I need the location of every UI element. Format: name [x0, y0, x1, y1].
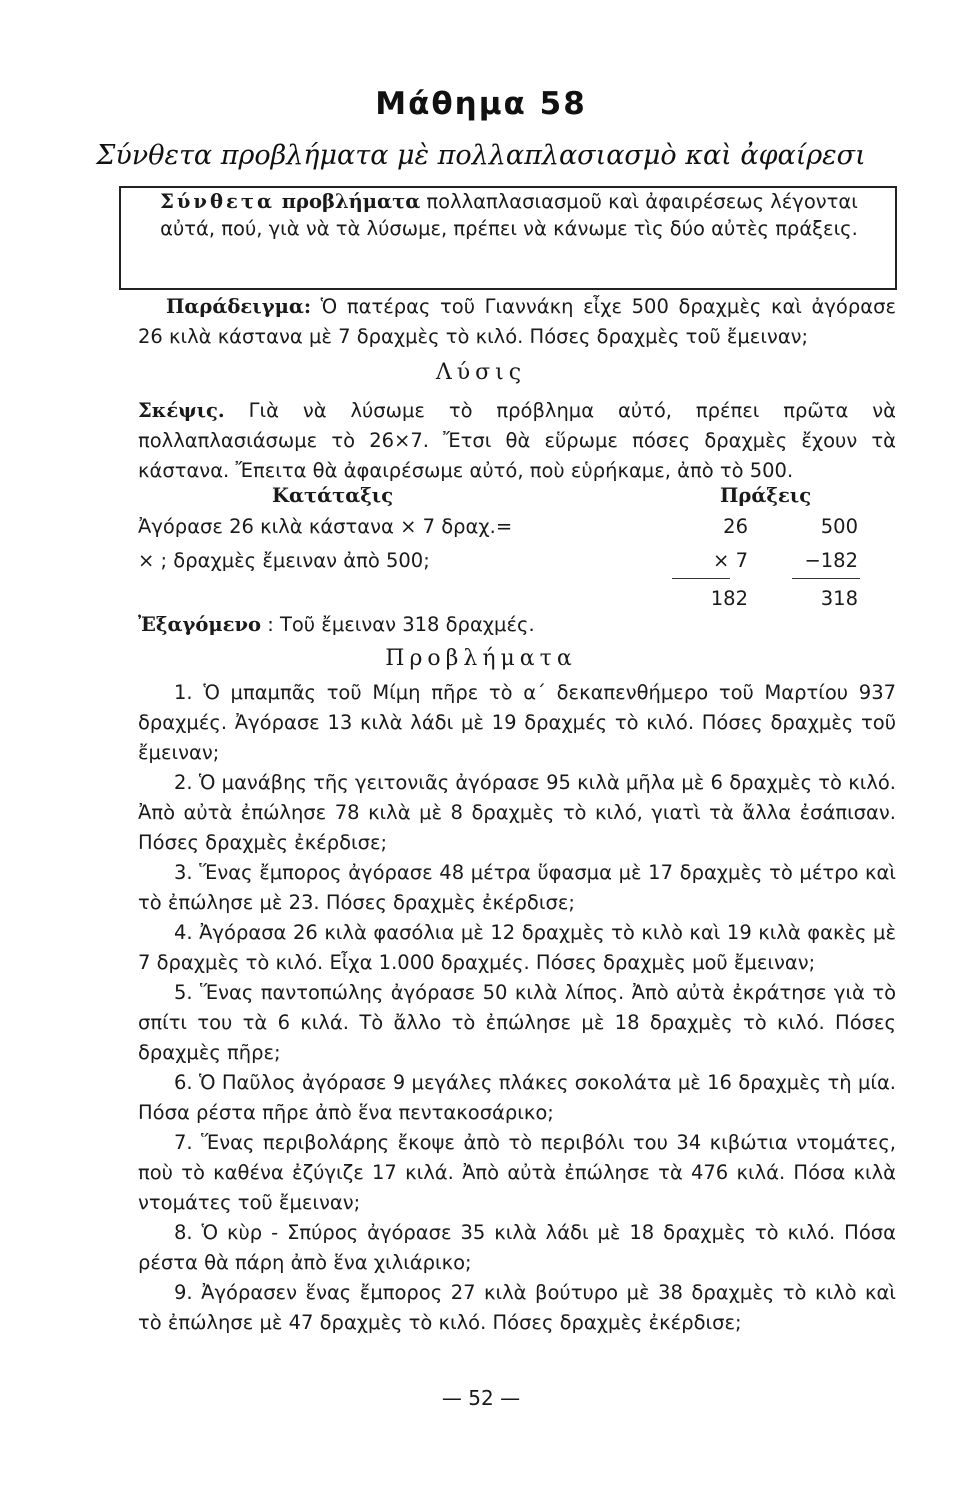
problem-text: Ἀγόρασα 26 κιλὰ φασόλια μὲ 12 δραχμὲς τὸ κιλὸ καὶ 19 κιλὰ φακὲς μὲ 7 δραχμὲς τὸ κιλό. Εἶχα 1.000 δραχμές. Πόσες δραχμὲς μοῦ ἔμειναν;: [138, 921, 896, 974]
problem-number: 6.: [174, 1071, 193, 1094]
definition-term: Σύνθετα: [160, 190, 275, 213]
problem-number: 3.: [174, 861, 193, 884]
problem-item: [138, 678, 896, 768]
subtraction-result: 318: [820, 587, 858, 610]
lesson-title: Μάθημα 58: [375, 86, 587, 122]
result-label: Ἐξαγόμενο: [138, 613, 261, 636]
problem-number: 5.: [174, 981, 193, 1004]
example-label: Παράδειγμα:: [166, 295, 312, 318]
problem-text: Ἕνας παντοπώλης ἀγόρασε 50 κιλὰ λίπος. Ἀπὸ αὐτὰ ἐκράτησε γιὰ τὸ σπίτι του τὰ 6 κιλά. Τὸ ἄλλο τὸ ἐπώλησε μὲ 18 δραχμὲς τὸ κιλό. Πόσες δραχμὲς πῆρε;: [138, 981, 897, 1064]
example-text: Ὁ πατέρας τοῦ Γιαννάκη εἶχε 500 δραχμὲς καὶ ἀγόρασε 26 κιλὰ κάστανα μὲ 7 δραχμὲς τὸ κιλό. Πόσες δραχμὲς τοῦ ἔμειναν;: [138, 295, 896, 348]
page-number: — 52 —: [441, 1386, 521, 1410]
problem-item: [138, 978, 896, 1068]
problem-item: [138, 918, 896, 978]
problem-number: 7.: [174, 1131, 193, 1154]
arrangement-row: [138, 512, 898, 542]
result-text: : Τοῦ ἔμειναν 318 δραχμές.: [261, 613, 535, 636]
subtraction-operand: −182: [804, 549, 858, 572]
problem-number: 9.: [174, 1281, 193, 1304]
problem-item: [138, 858, 896, 918]
thought-text: Γιὰ νὰ λύσωμε τὸ πρόβλημα αὐτό, πρέπει πρῶτα νὰ πολλαπλασιάσωμε τὸ 26×7. Ἔτσι θὰ εὕρωμε πόσες δραχμὲς ἔχουν τὰ κάστανα. Ἔπειτα θὰ ἀφαιρέσωμε αὐτό, ποὺ εὑρήκαμε, ἀπὸ τὸ 500.: [138, 399, 896, 482]
problem-item: [138, 768, 896, 858]
multiplication-result: 182: [710, 587, 748, 610]
problem-number: 8.: [174, 1221, 193, 1244]
multiplication-operand: × 7: [713, 549, 748, 572]
definition-body: πολλαπλασιασμοῦ καὶ ἀφαιρέσεως λέγονται αὐτά, πού, γιὰ νὰ τὰ λύσωμε, πρέπει νὰ κάνωμε τὶς δύο αὐτὲς πράξεις.: [160, 190, 858, 240]
problem-text: Ὁ κὺρ - Σπύρος ἀγόρασε 35 κιλὰ λάδι μὲ 18 δραχμὲς τὸ κιλό. Πόσα ρέστα θὰ πάρη ἀπὸ ἕνα χιλιάρικο;: [138, 1221, 896, 1274]
subtraction-rule: [792, 578, 860, 579]
arrangement-row-text: Ἀγόρασε 26 κιλὰ κάστανα × 7 δραχ.=: [138, 515, 513, 538]
problem-text: Ὁ μπαμπᾶς τοῦ Μίμη πῆρε τὸ α΄ δεκαπενθήμερο τοῦ Μαρτίου 937 δραχμές. Ἀγόρασε 13 κιλὰ λάδι μὲ 19 δραχμές τὸ κιλό. Πόσες δραχμὲς τοῦ ἔμειναν;: [138, 681, 897, 764]
problem-text: Ὁ μανάβης τῆς γειτονιᾶς ἀγόρασε 95 κιλὰ μῆλα μὲ 6 δραχμὲς τὸ κιλό. Ἀπὸ αὐτὰ ἐπώλησε 78 κιλὰ μὲ 8 δραχμὲς τὸ κιλό, γιατὶ τὰ ἄλλα ἐσάπισαν. Πόσες δραχμὲς ἐκέρδισε;: [138, 771, 896, 854]
definition-term-rest: προβλήματα: [274, 190, 421, 213]
thought-paragraph: [138, 396, 896, 486]
problem-number: 1.: [174, 681, 193, 704]
result-line: [138, 610, 896, 640]
problem-text: Ἕνας περιβολάρης ἔκοψε ἀπὸ τὸ περιβόλι του 34 κιβώτια ντομάτες, ποὺ τὸ καθένα ἐζύγιζε 17 κιλά. Ἀπὸ αὐτὰ ἐπώλησε τὰ 476 κιλά. Πόσα κιλὰ ντομάτες τοῦ ἔμειναν;: [138, 1131, 896, 1214]
operations-heading: Πράξεις: [720, 484, 812, 507]
subtraction-operand: 500: [820, 515, 858, 538]
lesson-subtitle: Σύνθετα προβλήματα μὲ πολλαπλασιασμὸ καὶ ἀφαίρεσι: [96, 140, 866, 171]
problem-item: [138, 1128, 896, 1218]
multiplication-rule: [672, 578, 730, 579]
problems-list: [138, 678, 896, 1338]
arrangement-row-text: × ; δραχμὲς ἔμειναν ἀπὸ 500;: [138, 549, 430, 572]
arrangement-heading: Κατάταξις: [272, 484, 394, 507]
definition-text: [149, 188, 869, 242]
problem-number: 2.: [174, 771, 193, 794]
example-paragraph: [138, 292, 896, 352]
definition-box: [119, 186, 897, 290]
problem-item: [138, 1068, 896, 1128]
problem-number: 4.: [174, 921, 193, 944]
problem-item: [138, 1218, 896, 1278]
solution-heading: Λύσις: [435, 360, 527, 385]
arrangement-row: [138, 546, 898, 576]
problem-text: Ἕνας ἔμπορος ἀγόρασε 48 μέτρα ὕφασμα μὲ 17 δραχμὲς τὸ μέτρο καὶ τὸ ἐπώλησε μὲ 23. Πόσες δραχμὲς ἐκέρδισε;: [138, 861, 896, 914]
problem-item: [138, 1278, 896, 1338]
multiplication-operand: 26: [723, 515, 748, 538]
problem-text: Ἀγόρασεν ἕνας ἔμπορος 27 κιλὰ βούτυρο μὲ 38 δραχμὲς τὸ κιλὸ καὶ τὸ ἐπώλησε μὲ 47 δραχμὲς τὸ κιλό. Πόσες δραχμὲς ἐκέρδισε;: [138, 1281, 896, 1334]
problem-text: Ὁ Παῦλος ἀγόρασε 9 μεγάλες πλάκες σοκολάτα μὲ 16 δραχμὲς τὴ μία. Πόσα ρέστα πῆρε ἀπὸ ἕνα πεντακοσάρικο;: [138, 1071, 897, 1124]
problems-heading: Προβλήματα: [385, 646, 577, 671]
thought-label: Σκέψις.: [138, 399, 225, 422]
